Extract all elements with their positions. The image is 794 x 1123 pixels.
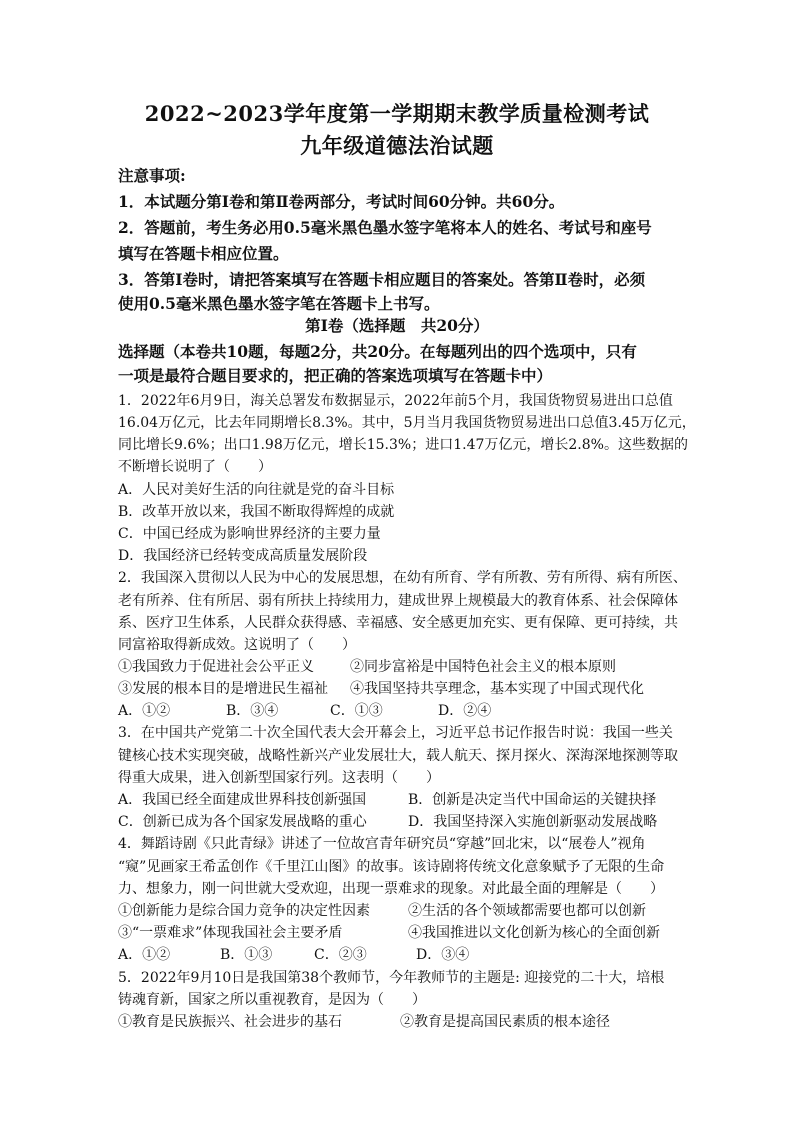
instruction-line: 一项是最符合题目要求的，把正确的答案选项填写在答题卡中） <box>118 366 553 385</box>
q3-option-a: A．我国已经全面建成世界科技创新强国 <box>118 792 367 808</box>
q1-stem-line: 16.04万亿元，比去年同期增长8.3%。其中，5月当月我国货物贸易进出口总值3.45万亿元， <box>118 415 696 431</box>
instruction-line: 选择题（本卷共10题，每题2分，共20分。在每题列出的四个选项中，只有 <box>118 342 637 361</box>
q4-choice-c: C．②③ <box>314 947 367 963</box>
exam-subtitle: 九年级道德法治试题 <box>300 133 494 158</box>
notice-heading: 注意事项: <box>118 166 186 185</box>
q4-choice-d: D．③④ <box>416 947 470 963</box>
notice-line: 填写在答题卡相应位置。 <box>118 244 289 263</box>
q5-stem-line: 铸魂育新，国家之所以重视教育，是因为（ ） <box>118 992 426 1008</box>
q4-item-2: ②生活的各个领域都需要也都可以创新 <box>408 903 646 919</box>
q3-option-c: C．创新已成为各个国家发展战略的重心 <box>118 814 367 830</box>
q2-choice-a: A．①② <box>118 703 171 719</box>
q3-option-b: B．创新是决定当代中国命运的关键抉择 <box>408 792 657 808</box>
q1-option-c: C．中国已经成为影响世界经济的主要力量 <box>118 526 381 542</box>
notice-line: 2．答题前，考生务必用0.5毫米黑色墨水签字笔将本人的姓名、考试号和座号 <box>118 218 652 237</box>
q4-item-3: ③“一票难求”体现我国社会主要矛盾 <box>118 925 343 941</box>
q3-stem-line: 得重大成果，进入创新型国家行列。这表明（ ） <box>118 770 440 786</box>
notice-line: 3．答第Ⅰ卷时，请把答案填写在答题卡相应题目的答案处。答第Ⅱ卷时，必须 <box>118 270 646 289</box>
q1-stem-line: 不断增长说明了（ ） <box>118 459 272 475</box>
q5-stem-line: 5．2022年9月10日是我国第38个教师节，今年教师节的主题是: 迎接党的二十大，培根 <box>118 970 665 986</box>
q2-stem-line: 2．我国深入贯彻以人民为中心的发展思想，在幼有所育、学有所教、劳有所得、病有所医、 <box>118 570 687 586</box>
q2-stem-line: 系、医疗卫生体系，人民群众获得感、幸福感、安全感更加充实、更有保障、更可持续，共 <box>118 615 678 631</box>
q2-choice-c: C．①③ <box>330 703 383 719</box>
q4-choice-a: A．①② <box>118 947 171 963</box>
q5-item-2: ②教育是提高国民素质的根本途径 <box>400 1014 610 1030</box>
q2-item-4: ④我国坚持共享理念，基本实现了中国式现代化 <box>350 681 644 697</box>
q2-item-2: ②同步富裕是中国特色社会主义的根本原则 <box>350 659 616 675</box>
q4-stem-line: 力、想象力，刚一问世就大受欢迎，出现一票难求的现象。对此最全面的理解是（ ） <box>118 881 664 897</box>
exam-title: 2022~2023学年度第一学期期末教学质量检测考试 <box>144 101 650 126</box>
q1-option-a: A．人民对美好生活的向往就是党的奋斗目标 <box>118 482 395 498</box>
q2-item-1: ①我国致力于促进社会公平正义 <box>118 659 314 675</box>
q2-stem-line: 同富裕取得新成效。这说明了（ ） <box>118 637 356 653</box>
q4-stem-line: “窥”见画家王希孟创作《千里江山图》的故事。该诗剧将传统文化意象赋予了无限的生命 <box>118 859 665 875</box>
notice-line: 1．本试题分第Ⅰ卷和第Ⅱ卷两部分，考试时间60分钟。共60分。 <box>118 192 565 211</box>
q5-item-1: ①教育是民族振兴、社会进步的基石 <box>118 1014 342 1030</box>
q1-stem-line: 同比增长9.6%；出口1.98万亿元，增长15.3%；进口1.47万亿元，增长2.8%。这些数据的 <box>118 437 688 453</box>
q4-item-4: ④我国推进以文化创新为核心的全面创新 <box>408 925 660 941</box>
q3-option-d: D．我国坚持深入实施创新驱动发展战略 <box>408 814 658 830</box>
q3-stem-line: 键核心技术实现突破，战略性新兴产业发展壮大，载人航天、探月探火、深海深地探测等取 <box>118 748 678 764</box>
q2-choice-d: D．②④ <box>438 703 492 719</box>
q1-option-b: B．改革开放以来，我国不断取得辉煌的成就 <box>118 504 395 520</box>
q2-choice-b: B．③④ <box>226 703 279 719</box>
q2-stem-line: 老有所养、住有所居、弱有所扶上持续用力，建成世界上规模最大的教育体系、社会保障体 <box>118 593 678 609</box>
q1-stem-line: 1．2022年6月9日，海关总署发布数据显示，2022年前5个月，我国货物贸易进出口总值 <box>118 393 673 409</box>
q1-option-d: D．我国经济已经转变成高质量发展阶段 <box>118 548 368 564</box>
notice-line: 使用0.5毫米黑色墨水签字笔在答题卡上书写。 <box>118 294 440 313</box>
q2-item-3: ③发展的根本目的是增进民生福祉 <box>118 681 328 697</box>
q3-stem-line: 3．在中国共产党第二十次全国代表大会开幕会上，习近平总书记作报告时说：我国一些关 <box>118 725 673 741</box>
q4-choice-b: B．①③ <box>220 947 273 963</box>
section-heading: 第Ⅰ卷（选择题 共20分） <box>305 316 489 335</box>
q4-stem-line: 4．舞蹈诗剧《只此青绿》讲述了一位故宫青年研究员“穿越”回北宋，以“展卷人”视角 <box>118 836 646 852</box>
q4-item-1: ①创新能力是综合国力竞争的决定性因素 <box>118 903 370 919</box>
